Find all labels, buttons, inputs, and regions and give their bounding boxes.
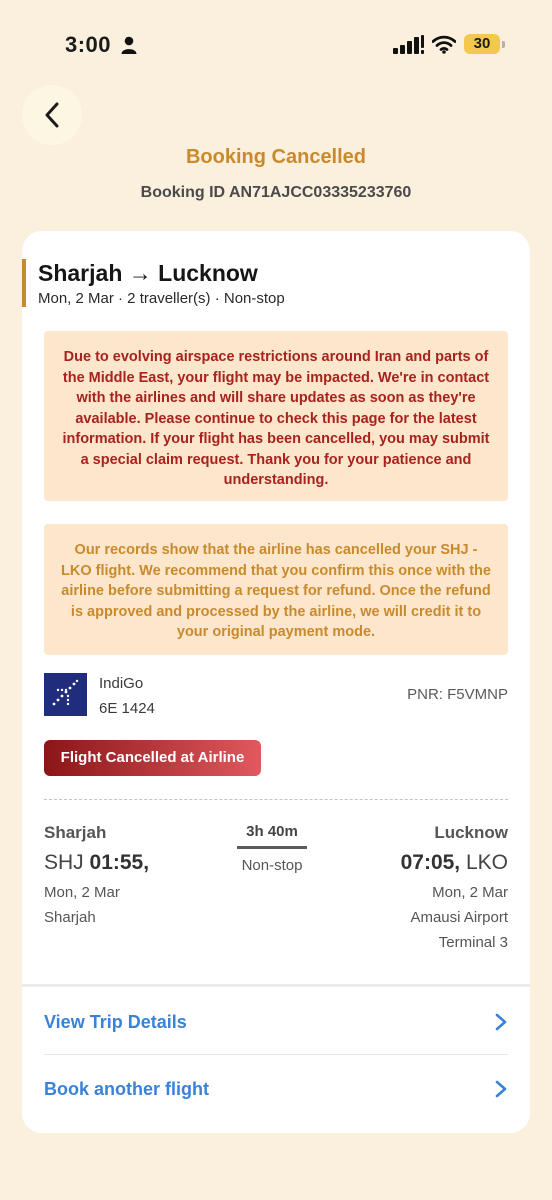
status-time: 3:00 [65, 32, 112, 57]
chevron-right-icon [494, 1013, 508, 1031]
airspace-alert: Due to evolving airspace restrictions around Iran and parts of the Middle East, your flight may be impacted. We're in contact with the airlines and will share updates as soon as they're available. Please continue to check this page for the latest information. If your flight has been cancelled, you may submit a special claim request. Thank you for your patience and understanding. [44, 331, 508, 501]
departure-code: SHJ [44, 851, 90, 874]
signal-icon [393, 35, 425, 55]
booking-card [22, 231, 530, 1133]
arrival-clock: 07:05, [400, 851, 461, 874]
cancellation-notice: Our records show that the airline has cancelled your SHJ - LKO flight. We recommend that you confirm this once with the airline before submitting a request for refund. Once the refund is approved and processed by the airline, we will credit it to your original payment mode. [44, 524, 508, 655]
airline-name: IndiGo [99, 675, 144, 692]
back-button[interactable] [22, 85, 82, 145]
wifi-icon [432, 35, 456, 54]
route-title: Sharjah → Lucknow [38, 260, 258, 286]
trip-summary: Mon, 2 Mar · 2 traveller(s) · Non-stop [38, 290, 285, 307]
arrival-code: LKO [460, 851, 508, 874]
departure-clock: 01:55, [89, 851, 150, 874]
section-divider [22, 984, 530, 987]
booking-id: Booking ID AN71AJCC03335233760 [140, 184, 412, 201]
duration-line [237, 846, 307, 849]
view-trip-details-label: View Trip Details [44, 1011, 187, 1032]
pnr-label: PNR: F5VMNP [407, 686, 508, 703]
arrival-city: Lucknow [434, 823, 508, 842]
chevron-right-icon [494, 1080, 508, 1098]
battery-indicator: 30 [464, 34, 500, 54]
dashed-divider [44, 799, 508, 800]
arrival-terminal: Terminal 3 [438, 934, 508, 951]
battery-cap [502, 41, 505, 48]
page-title: Booking Cancelled [185, 146, 367, 168]
book-another-flight-link[interactable] [44, 1056, 508, 1122]
status-badge: Flight Cancelled at Airline [44, 740, 261, 776]
departure-city: Sharjah [44, 823, 107, 842]
chevron-left-icon [44, 102, 60, 128]
status-bar [0, 0, 552, 90]
stops-label: Non-stop [241, 857, 303, 874]
flight-number: 6E 1424 [99, 700, 155, 717]
indigo-logo-icon [44, 673, 87, 716]
flight-duration: 3h 40m [246, 823, 298, 840]
view-trip-details-link[interactable] [44, 989, 508, 1055]
person-icon [121, 36, 137, 54]
arrival-date: Mon, 2 Mar [432, 884, 508, 901]
arrival-time [401, 851, 508, 875]
arrival-airport: Amausi Airport [410, 909, 508, 926]
departure-date: Mon, 2 Mar [44, 884, 120, 901]
departure-airport: Sharjah [44, 909, 96, 926]
link-separator [44, 1054, 508, 1055]
book-another-flight-label: Book another flight [44, 1078, 209, 1099]
departure-time [44, 851, 149, 875]
route-accent-bar [22, 259, 26, 307]
